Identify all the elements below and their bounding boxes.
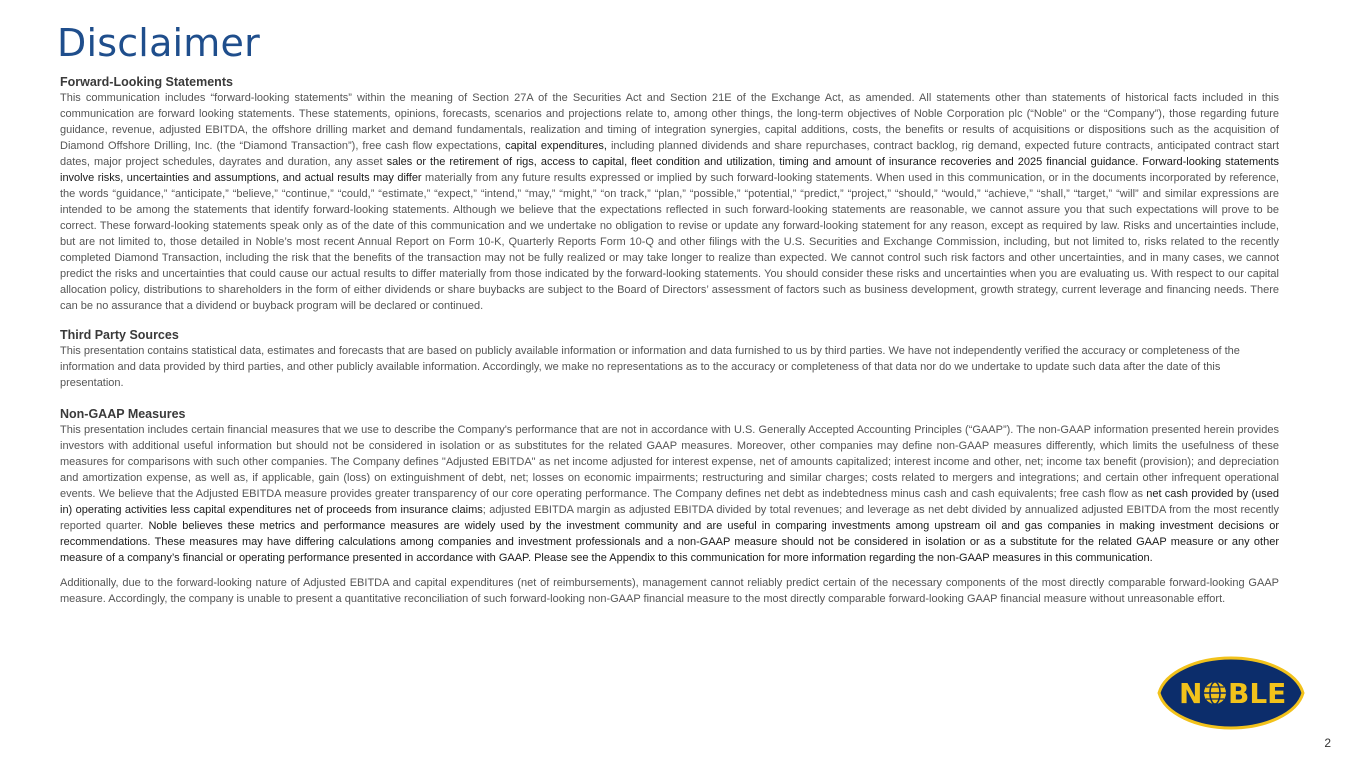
logo-text-n: N: [1179, 677, 1203, 710]
disclaimer-body: [60, 75, 1279, 607]
text-run-emphasis: capital expenditures,: [505, 140, 607, 152]
text-run-emphasis: Noble believes these metrics and performance measures are widely used by the investment community and are useful in comparing investments among upstream oil and gas companies in making investment decisions or recommendations. These measures may have differing calculations among companies and investment professionals and a non-GAAP measure should not be considered in isolation or as a substitute for the related GAAP measure or any other measure of a company’s financial or operating performance presented in accordance with GAAP. Please see the Appendix to this communication for more information regarding the non-GAAP measures in this communication.: [60, 520, 1279, 564]
page-title: Disclaimer: [57, 21, 260, 65]
non-gaap-additional-paragraph: Additionally, due to the forward-looking nature of Adjusted EBITDA and capital expenditures (net of reimbursements), management cannot reliably predict certain of the necessary components of the most directly comparable forward-looking GAAP measure. Accordingly, the company is unable to present a quantitative reconciliation of such forward-looking non-GAAP financial measure to the most directly comparable forward-looking GAAP financial measure without unreasonable effort.: [60, 577, 1279, 605]
text-run-emphasis: sales or the retirement of rigs, access to capital, fleet condition and utilization, timing and amount of insurance recoveries and 2025 financial guidance. Forward-looking statements involve risks, uncertainties and assumptions, and actual results may differ: [60, 156, 1279, 184]
heading-non-gaap: Non-GAAP Measures: [60, 407, 186, 421]
logo-text-ble: BLE: [1228, 677, 1287, 710]
text-run: This communication includes “forward-looking statements” within the meaning of Section 27A of the Securities Act and Section 21E of the Exchange Act, as amended. All statements other than statements of historical facts included in this communication are forward looking statements. These statements, opinions, forecasts, scenarios and projections relate to, among other things, the long-term objectives of Noble Corporation plc (“Noble” or the “Company”), those regarding future guidance, revenue, adjusted EBITDA, the offshore drilling market and demand fundamentals, realization and timing of integration synergies, capital additions, costs, the benefits or results of acquisitions or dispositions such as the acquisition of Diamond Offshore Drilling, Inc. (the “Diamond Transaction”), free cash flow expectations,: [60, 92, 1279, 152]
text-run: materially from any future results expressed or implied by such forward-looking statements. When used in this communication, or in the documents incorporated by reference, the words “guidance,” “anticipate,” “believe,” “continue,” “could,” “estimate,” “expect,” “intend,” “may,” “might,” “on track,” “plan,” “possible,” “potential,” “predict,” “project,” “should,” “would,” “achieve,” “shall,” “target,” “will” and similar expressions are intended to be among the statements that identify forward-looking statements. Although we believe that the expectations reflected in such forward-looking statements are reasonable, we cannot assure you that such expectations will prove to be correct. These forward-looking statements speak only as of the date of this communication and we undertake no obligation to revise or update any forward-looking statement for any reason, except as required by law. Risks and uncertainties include, but are not limited to, those detailed in Noble’s most recent Annual Report on Form 10-K, Quarterly Reports Form 10-Q and other filings with the U.S. Securities and Exchange Commission, including, but not limited to, risks related to the recently completed Diamond Transaction, including the risk that the benefits of the transaction may not be fully realized or may take longer to realize than expected. We cannot control such risk factors and other uncertainties, and in many cases, we cannot predict the risks and uncertainties that could cause our actual results to differ materially from those indicated by the forward-looking statements. You should consider these risks and uncertainties when you are evaluating us. With respect to our capital allocation policy, distributions to shareholders in the form of either dividends or share buybacks are subject to the Board of Directors’ assessment of factors such as business development, growth strategy, current leverage and financing needs. There can be no assurance that a dividend or buyback program will be declared or continued.: [60, 172, 1279, 312]
non-gaap-paragraph: [60, 422, 1279, 566]
section-non-gaap: [60, 407, 1279, 607]
heading-third-party: Third Party Sources: [60, 328, 179, 342]
text-run: ; adjusted EBITDA margin as adjusted EBITDA divided by total revenues; and leverage as net debt divided by annualized adjusted EBITDA from the most recently reported quarter.: [60, 504, 1279, 532]
globe-icon: [1204, 682, 1226, 704]
forward-looking-paragraph: [60, 90, 1279, 314]
page-number: 2: [1324, 736, 1331, 750]
third-party-paragraph: This presentation contains statistical data, estimates and forecasts that are based on publicly available information or information and data furnished to us by third parties. We have not independently verified the accuracy or completeness of the information and data provided by third parties, and other publicly available information. Accordingly, we make no representations as to the accuracy or completeness of that data nor do we undertake to update such data after the date of this presentation.: [60, 345, 1240, 389]
heading-forward-looking: Forward-Looking Statements: [60, 75, 233, 89]
noble-logo: [1155, 655, 1307, 731]
text-run: including planned dividends and share repurchases, contract backlog, rig demand, expected future contracts, anticipated contract start dates, major project schedules, dayrates and duration, any asset: [60, 140, 1280, 168]
section-third-party: [60, 328, 1279, 391]
text-run-emphasis: net cash provided by (used in) operating activities less capital expenditures net of proceeds from insurance claims: [60, 488, 1279, 516]
text-run: This presentation includes certain financial measures that we use to describe the Company's performance that are not in accordance with U.S. Generally Accepted Accounting Principles (“GAAP”). The non-GAAP information presented herein provides investors with additional useful information but should not be considered in isolation or as substitutes for the related GAAP measures. Moreover, other companies may define non-GAAP measures differently, which limits the usefulness of these measures for comparisons with such other companies. The Company defines "Adjusted EBITDA" as net income adjusted for interest expense, net of amounts capitalized; interest income and other, net; income tax benefit (provision); and depreciation and amortization expense, as well as, if applicable, gain (loss) on extinguishment of debt, net; losses on economic impairments; restructuring and similar charges; costs related to mergers and integrations; and certain other infrequent operational events. We believe that the Adjusted EBITDA measure provides greater transparency of our core operating performance. The Company defines net debt as indebtedness minus cash and cash equivalents; free cash flow as: [60, 424, 1279, 500]
section-forward-looking: [60, 75, 1279, 314]
